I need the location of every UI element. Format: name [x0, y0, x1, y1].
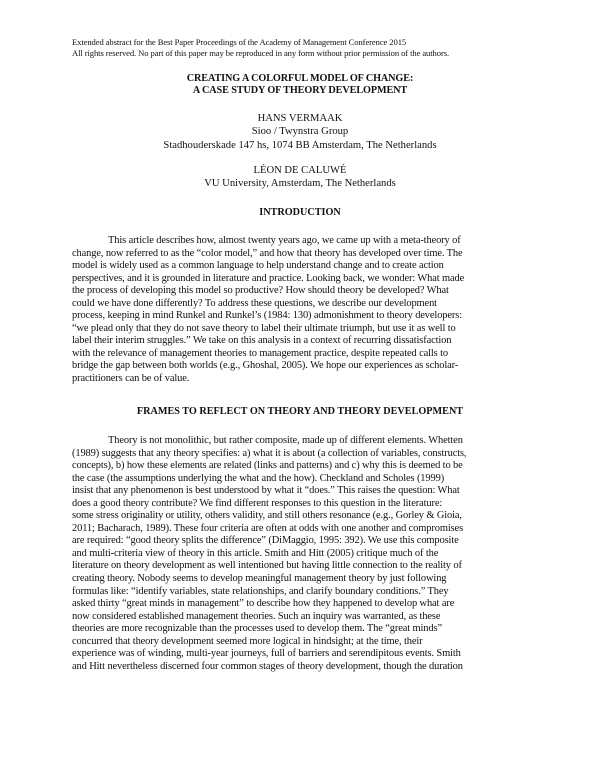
- paragraph-line: experience was of winding, multi-year journeys, full of barriers and serendipitous events. Smith: [72, 648, 461, 660]
- paragraph-line: 2011; Bacharach, 1989). These four criteria are often at odds with one another and compromises: [72, 522, 464, 534]
- title-line: CREATING A COLORFUL MODEL OF CHANGE:: [186, 73, 414, 84]
- paragraph-line: theories are more recognizable than the processes used to develop them. The “great minds”: [72, 623, 442, 635]
- paragraph-line: creating theory. Nobody seems to develop meaningful management theory by just following: [72, 573, 447, 585]
- paragraph-line: concurred that theory development seemed more logical in hindsight; at the time, their: [72, 635, 423, 647]
- paragraph-line: literature on theory development as well intentioned but having little connection to the reality of: [72, 560, 462, 572]
- paragraph-line: does a good theory contribute? We find different responses to this question in the literature:: [72, 497, 443, 509]
- paragraph-line: formulas like: “identify variables, state relationships, and clarify boundary conditions.” They: [72, 585, 449, 597]
- paragraph-line: label their interim struggles.” We take on this analysis in a context of recurring dissatisfaction: [72, 335, 452, 347]
- copyright-notice: [72, 37, 552, 58]
- paragraph-line: insist that any phenomenon is best understood by what it “does.” This raises the question: What: [72, 485, 460, 497]
- paragraph-line: are required: “good theory splits the difference” (DiMaggio, 1995: 392). We use this composite: [72, 535, 459, 547]
- paragraph-line: with the relevance of management theories to management practice, despite repeated calls to: [72, 347, 448, 359]
- paragraph-line: change, now referred to as the “color model,” and how that theory has developed over time. The: [72, 247, 463, 259]
- author-affiliation: Sioo / Twynstra Group: [251, 126, 349, 138]
- paragraph-line: concepts), b) how these elements are related (links and patterns) and c) why this is deemed to be: [72, 460, 463, 472]
- section-heading: INTRODUCTION: [259, 207, 341, 218]
- title-line: A CASE STUDY OF THEORY DEVELOPMENT: [192, 85, 408, 97]
- author-name: LÉON DE CALUWÉ: [253, 165, 347, 176]
- paragraph-line: perspectives, and it is grounded in literature and practice. Looking back, we wonder: What made: [72, 272, 465, 284]
- paragraph-line: model is widely used as a common language to help understand change and to create action: [72, 260, 444, 272]
- paragraph-line: the case (the assumptions underlying the what and the how). Checkland and Scholes (1999): [72, 472, 445, 484]
- paragraph-line: “we plead only that they do not save theory to label their ultimate triumph, but use it as well to: [72, 322, 456, 334]
- author-affiliation: VU University, Amsterdam, The Netherlands: [204, 178, 396, 190]
- paragraph-line: some stress originality or utility, others validity, and still others resonance (e.g., Gorley & Gioia,: [72, 510, 462, 522]
- author-block: [60, 112, 540, 152]
- paragraph-line: and Hitt nevertheless discerned four common stages of theory development, though the duration: [72, 660, 463, 672]
- section-heading: FRAMES TO REFLECT ON THEORY AND THEORY DEVELOPMENT: [136, 406, 464, 417]
- paper-title: [60, 73, 540, 97]
- paragraph-line: asked thirty “great minds in management” to describe how they happened to develop what are: [72, 598, 455, 610]
- paragraph-line: Theory is not monolithic, but rather composite, made up of different elements. Whetten: [108, 435, 463, 446]
- paragraph-line: practitioners can be of value.: [72, 373, 190, 385]
- paragraph-line: (1989) suggests that any theory specifies: a) what it is about (a collection of variables, constructs,: [72, 447, 467, 459]
- paragraph-line: now considered established management theories. Such an inquiry was warranted, as these: [72, 610, 441, 622]
- paragraph-line: This article describes how, almost twenty years ago, we came up with a meta-theory of: [108, 235, 461, 246]
- author-address: Stadhouderskade 147 hs, 1074 BB Amsterdam, The Netherlands: [163, 139, 437, 151]
- paragraph-line: process, keeping in mind Runkel and Runkel’s (1984: 130) admonishment to theory developers:: [72, 310, 462, 322]
- notice-line: Extended abstract for the Best Paper Proceedings of the Academy of Management Conference 2015: [72, 37, 407, 47]
- notice-line: All rights reserved. No part of this paper may be reproduced in any form without prior permission of the authors.: [72, 47, 449, 58]
- paragraph-line: bridge the gap between both worlds (e.g., Ghoshal, 2005). We hope our experiences as scholar-: [72, 360, 459, 372]
- paragraph-line: could we have done differently? To address these questions, we describe our development: [72, 297, 437, 309]
- author-name: HANS VERMAAK: [257, 113, 343, 124]
- paragraph-line: the process of developing this model so productive? How should theory be developed? What: [72, 285, 449, 297]
- body-paragraph: [72, 435, 530, 673]
- paragraph-line: and multi-criteria view of theory in this article. Smith and Hitt (2005) critique much of the: [72, 547, 439, 559]
- author-block: [60, 164, 540, 191]
- body-paragraph: [72, 235, 530, 386]
